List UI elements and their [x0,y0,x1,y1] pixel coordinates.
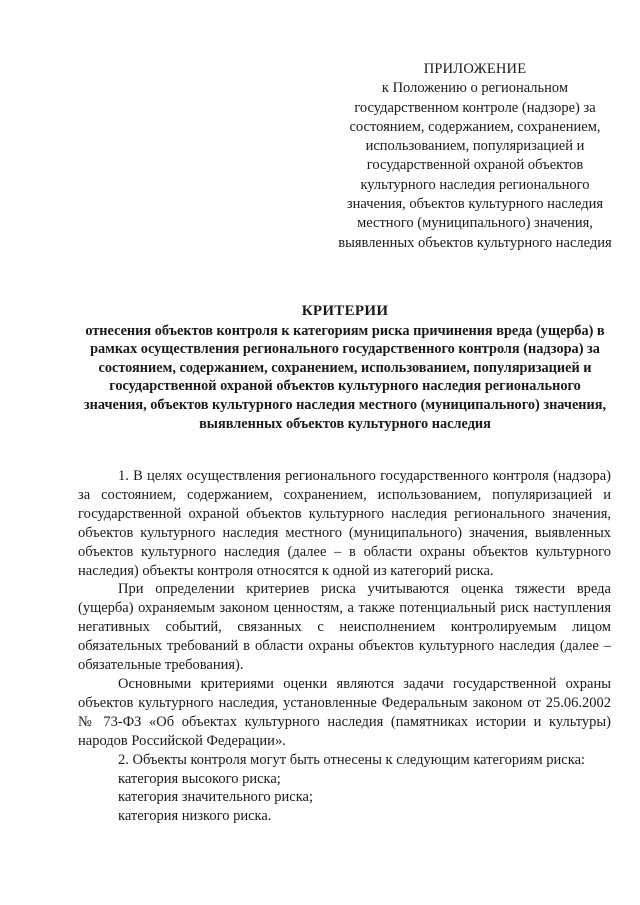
appendix-header [330,60,620,253]
paragraph-4: 2. Объекты контроля могут быть отнесены к следующим категориям риска: [118,751,586,768]
criteria-heading [78,302,612,433]
appendix-reference: к Положению о региональном государственном контроле (надзоре) за состоянием, содержанием, сохранением, использованием, популяризацией и государственной охраной объектов культурного наследия регионального значения, объектов культурного наследия местного (муниципального) значения, выявленных объектов культурного наследия [338,80,612,251]
risk-category-high: категория высокого риска; [118,770,281,787]
appendix-title: ПРИЛОЖЕНИЕ [423,61,527,77]
paragraph-2: При определении критериев риска учитываются оценка тяжести вреда (ущерба) охраняемым законом ценностям, а также потенциальный риск наступления негативных событий, связанных с неисполнением контролируемым лицом обязательных требований в области охраны объектов культурного наследия (далее – обязательные требования). [78,581,611,674]
criteria-title: КРИТЕРИИ [301,303,389,319]
risk-category-low: категория низкого риска. [118,808,272,825]
document-body [78,467,611,826]
criteria-subtitle: отнесения объектов контроля к категориям риска причинения вреда (ущерба) в рамках осуществления регионального государственного контроля (надзора) за состоянием, содержанием, сохранением, использованием, популяризацией и государственной охраной объектов культурного наследия регионального значения, объектов культурного наследия местного (муниципального) значения, выявленных объектов культурного наследия [83,322,607,432]
paragraph-1: 1. В целях осуществления регионального государственного контроля (надзора) за состоянием, содержанием, сохранением, использованием, популяризацией и государственной охраной объектов культурного наследия регионального значения, объектов культурного наследия местного (муниципального) значения, выявленных объектов культурного наследия (далее – в области охраны объектов культурного наследия) объекты контроля относятся к одной из категорий риска. [78,468,611,579]
paragraph-3: Основными критериями оценки являются задачи государственной охраны объектов культурного наследия, установленные Федеральным законом от 25.06.2002 № 73-ФЗ «Об объектах культурного наследия (памятниках истории и культуры) народов Российской Федерации». [78,675,611,749]
risk-category-significant: категория значительного риска; [118,789,314,806]
